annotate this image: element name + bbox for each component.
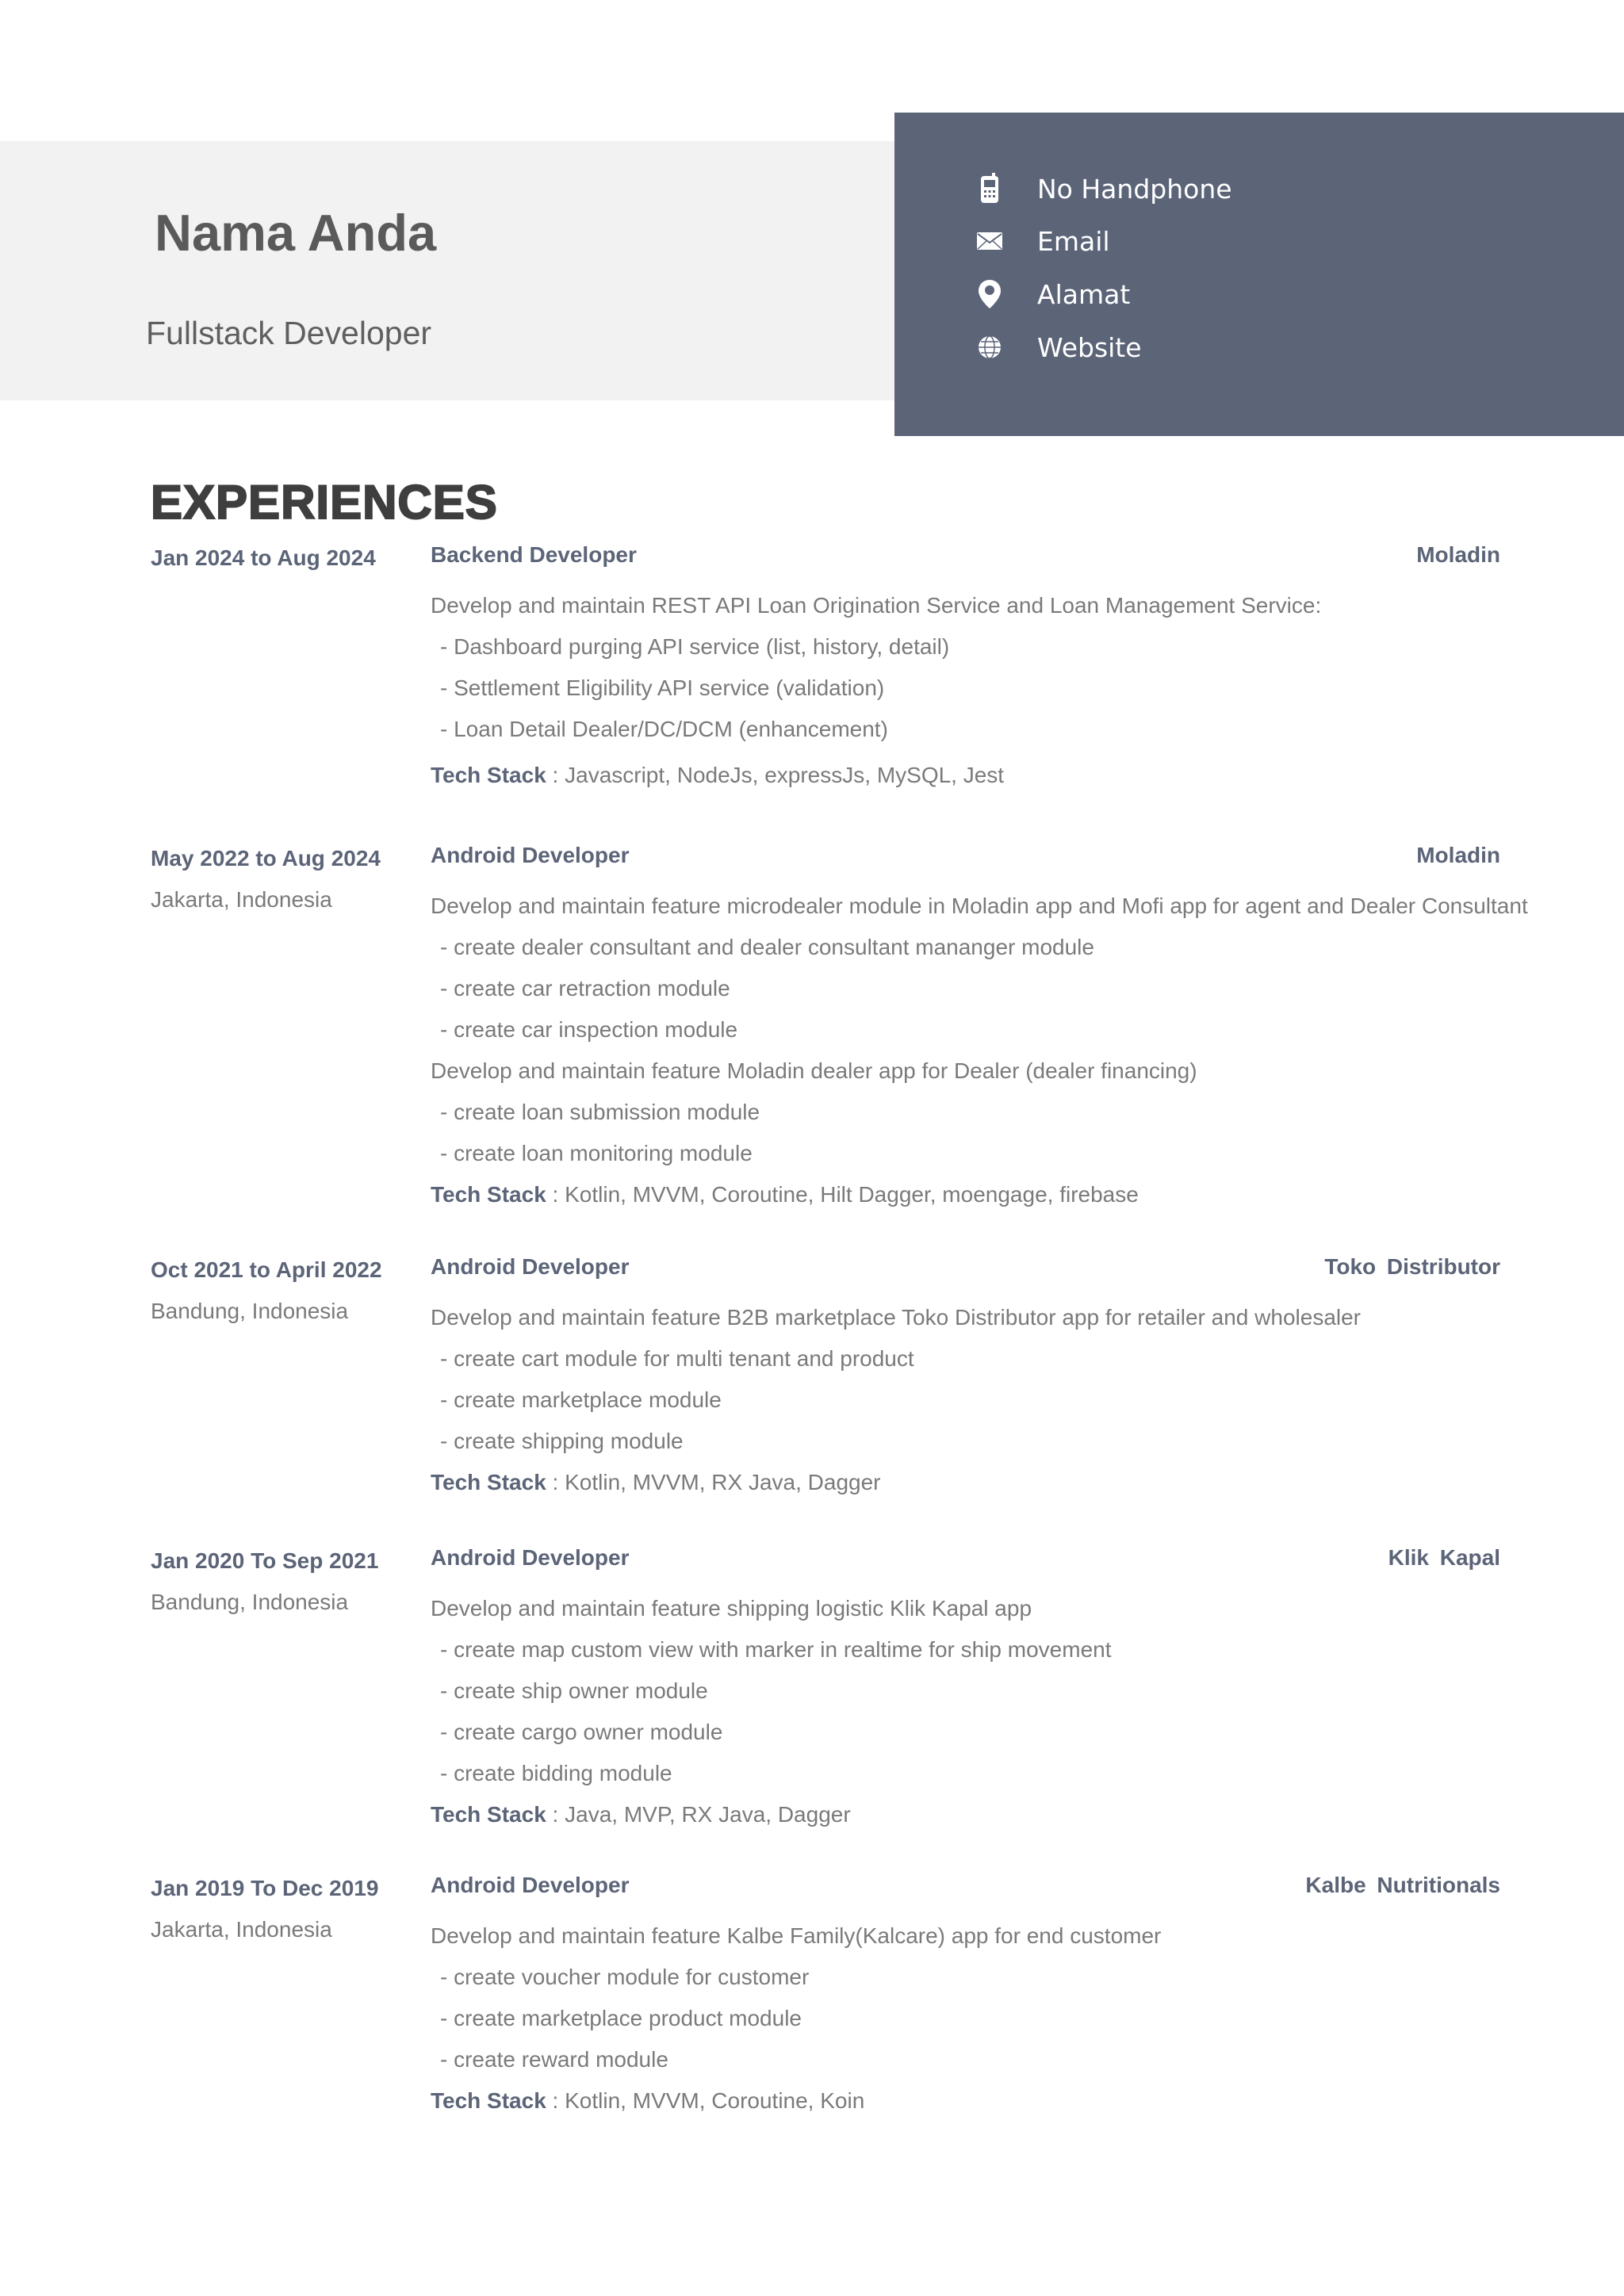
description-line: Develop and maintain feature shipping logistic Klik Kapal app	[431, 1596, 1032, 1621]
experience-company: Moladin	[1416, 542, 1500, 567]
tech-stack-value: : Kotlin, MVVM, RX Java, Dagger	[546, 1470, 881, 1494]
contact-phone[interactable]	[974, 173, 1232, 205]
contact-website-text: Website	[1037, 331, 1142, 363]
globe-icon	[974, 331, 1005, 363]
experiences-heading: EXPERIENCES	[151, 476, 498, 529]
experience-location: Jakarta, Indonesia	[151, 887, 332, 912]
tech-stack	[431, 1174, 1541, 1215]
experience-description	[431, 1297, 1541, 1503]
experience-company: Moladin	[1416, 843, 1500, 867]
description-line: - create car inspection module	[440, 1017, 738, 1042]
tech-stack-value: : Java, MVP, RX Java, Dagger	[546, 1802, 851, 1827]
description-line: - create reward module	[440, 2047, 668, 2072]
experience-date: Jan 2020 To Sep 2021	[151, 1548, 379, 1573]
description-line: - create voucher module for customer	[440, 1965, 810, 1989]
experience-date: Jan 2024 to Aug 2024	[151, 545, 376, 570]
description-line: - create map custom view with marker in realtime for ship movement	[440, 1637, 1112, 1662]
tech-stack	[431, 1794, 1541, 1835]
experience-description	[431, 1915, 1541, 2122]
tech-stack	[431, 1462, 1541, 1503]
description-line: - create marketplace module	[440, 1387, 722, 1412]
description-line: Develop and maintain feature Moladin dealer app for Dealer (dealer financing)	[431, 1058, 1197, 1083]
candidate-role: Fullstack Developer	[146, 315, 432, 351]
contact-website[interactable]	[974, 331, 1142, 363]
description-line: - create car retraction module	[440, 976, 730, 1001]
experience-location: Bandung, Indonesia	[151, 1590, 349, 1614]
experience-date: May 2022 to Aug 2024	[151, 846, 381, 871]
contact-phone-text: No Handphone	[1037, 173, 1232, 205]
description-line: - create shipping module	[440, 1429, 684, 1453]
description-line: Develop and maintain feature B2B marketplace Toko Distributor app for retailer and wholesaler	[431, 1305, 1362, 1330]
contact-panel	[894, 113, 1624, 436]
experience-date: Jan 2019 To Dec 2019	[151, 1876, 379, 1900]
description-line: - Loan Detail Dealer/DC/DCM (enhancement)	[440, 717, 888, 741]
experience-title: Backend Developer	[431, 542, 637, 567]
tech-stack-label: Tech Stack	[431, 1802, 546, 1827]
experience-title: Android Developer	[431, 1254, 630, 1279]
description-line: - create cart module for multi tenant and product	[440, 1346, 914, 1371]
contact-address-text: Alamat	[1037, 278, 1131, 310]
description-line: - Dashboard purging API service (list, history, detail)	[440, 634, 950, 659]
candidate-name: Nama Anda	[155, 204, 437, 262]
tech-stack-label: Tech Stack	[431, 2088, 546, 2113]
tech-stack	[431, 2080, 1541, 2122]
description-line: - create bidding module	[440, 1761, 672, 1785]
description-line: - create dealer consultant and dealer consultant mananger module	[440, 935, 1094, 959]
tech-stack-label: Tech Stack	[431, 1182, 546, 1207]
description-line: - create cargo owner module	[440, 1720, 723, 1744]
experience-title: Android Developer	[431, 1545, 630, 1570]
experience-location: Jakarta, Indonesia	[151, 1917, 332, 1942]
experience-title: Android Developer	[431, 1873, 630, 1897]
description-line: - Settlement Eligibility API service (validation)	[440, 675, 885, 700]
description-line: - create loan monitoring module	[440, 1141, 753, 1165]
mobile-phone-icon	[974, 173, 1005, 205]
experience-date: Oct 2021 to April 2022	[151, 1257, 382, 1282]
experience-company: Toko Distributor	[1324, 1254, 1500, 1279]
description-line: - create marketplace product module	[440, 2006, 802, 2030]
tech-stack-value: : Kotlin, MVVM, Coroutine, Hilt Dagger, moengage, firebase	[546, 1182, 1139, 1207]
contact-address[interactable]	[974, 278, 1130, 310]
tech-stack-label: Tech Stack	[431, 1470, 546, 1494]
map-pin-icon	[974, 278, 1005, 310]
tech-stack	[431, 755, 1541, 796]
experience-description	[431, 886, 1541, 1215]
experience-description	[431, 1588, 1541, 1835]
experience-description	[431, 585, 1541, 796]
description-line: - create ship owner module	[440, 1678, 708, 1703]
description-line: Develop and maintain REST API Loan Origination Service and Loan Management Service:	[431, 593, 1322, 618]
contact-email-text: Email	[1037, 225, 1110, 257]
tech-stack-label: Tech Stack	[431, 763, 546, 787]
experience-company: Kalbe Nutritionals	[1305, 1873, 1500, 1897]
contact-email[interactable]	[974, 225, 1110, 257]
description-line: - create loan submission module	[440, 1100, 760, 1124]
header-band	[0, 141, 894, 400]
experience-location: Bandung, Indonesia	[151, 1299, 349, 1323]
tech-stack-value: : Javascript, NodeJs, expressJs, MySQL, Jest	[546, 763, 1005, 787]
tech-stack-value: : Kotlin, MVVM, Coroutine, Koin	[546, 2088, 865, 2113]
envelope-icon	[974, 225, 1005, 257]
description-line: Develop and maintain feature microdealer module in Moladin app and Mofi app for agent and Dealer Consultant	[431, 894, 1528, 918]
experience-title: Android Developer	[431, 843, 630, 867]
experience-company: Klik Kapal	[1388, 1545, 1500, 1570]
description-line: Develop and maintain feature Kalbe Family(Kalcare) app for end customer	[431, 1923, 1162, 1948]
